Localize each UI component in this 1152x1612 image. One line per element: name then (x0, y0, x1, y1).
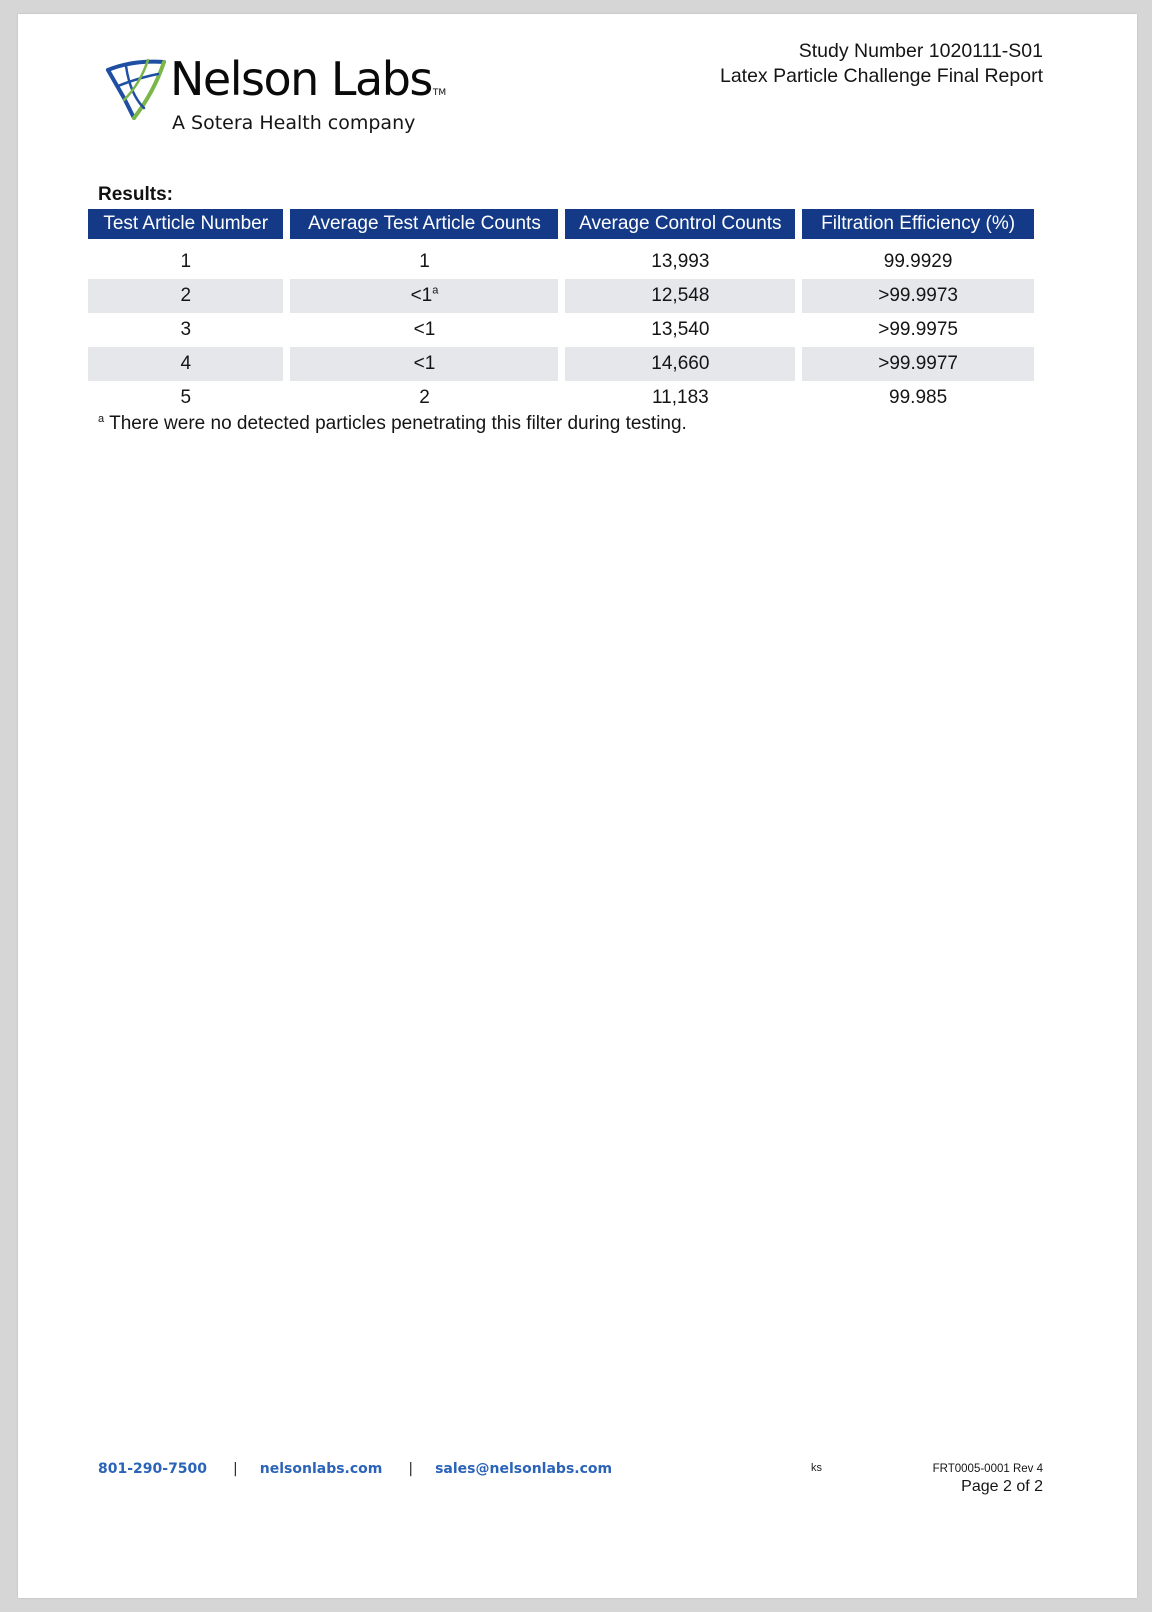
footer-email-link[interactable]: sales@nelsonlabs.com (435, 1461, 613, 1477)
footer-phone-link[interactable]: 801-290-7500 (98, 1461, 208, 1477)
average-test-article-counts (290, 245, 558, 279)
average-test-article-counts (290, 279, 558, 313)
footer-initials: ks (811, 1462, 822, 1474)
logo-tagline: A Sotera Health company (172, 112, 416, 134)
column-header: Average Control Counts (565, 209, 795, 245)
table-row (88, 381, 1034, 415)
report-title: Latex Particle Challenge Final Report (719, 65, 1043, 87)
column-header: Test Article Number (88, 209, 283, 245)
average-test-article-counts (290, 381, 558, 415)
table-row (88, 279, 1034, 313)
table-footnote (98, 413, 687, 435)
column-header: Filtration Efficiency (%) (802, 209, 1034, 245)
footer-website-link[interactable]: nelsonlabs.com (259, 1461, 383, 1477)
average-control-counts: 14,660 (565, 347, 795, 381)
footnote-reference: a (432, 284, 439, 297)
average-control-counts: 13,993 (651, 251, 710, 272)
study-number: Study Number 1020111-S01 (798, 40, 1043, 62)
test-count-value: 2 (419, 387, 430, 408)
test-count-value: <1 (413, 353, 436, 374)
footer-document-info (933, 1462, 1043, 1497)
filtration-efficiency: 99.9929 (883, 251, 953, 272)
table-row (88, 313, 1034, 347)
document-page (18, 14, 1137, 1598)
average-control-counts: 13,540 (651, 319, 710, 340)
footnote-marker: a (98, 412, 105, 425)
results-table (81, 209, 1041, 415)
footer-separator: | (233, 1461, 238, 1477)
footnote-text: There were no detected particles penetrating this filter during testing. (109, 413, 687, 434)
nelson-labs-logo-icon (104, 56, 168, 120)
form-number: FRT0005-0001 Rev 4 (932, 1463, 1043, 1475)
test-article-number: 3 (180, 319, 192, 340)
logo-trademark: TM (432, 88, 447, 98)
test-count-value: 1 (419, 251, 430, 272)
filtration-efficiency: >99.9973 (802, 279, 1034, 313)
test-article-number: 4 (88, 347, 283, 381)
test-article-number: 2 (88, 279, 283, 313)
average-test-article-counts (290, 313, 558, 347)
filtration-efficiency: 99.985 (889, 387, 948, 408)
average-test-article-counts (290, 347, 558, 381)
page-number: Page 2 of 2 (961, 1478, 1043, 1495)
column-header: Average Test Article Counts (290, 209, 558, 245)
footer-contact (98, 1461, 612, 1477)
filtration-efficiency: >99.9975 (878, 319, 958, 340)
footer-separator: | (408, 1461, 414, 1477)
average-control-counts: 12,548 (565, 279, 795, 313)
test-article-number: 1 (180, 251, 192, 272)
company-logo (104, 42, 447, 152)
logo-wordmark (170, 52, 447, 106)
test-count-value: <1 (413, 319, 436, 340)
table-row (88, 347, 1034, 381)
test-article-number: 5 (180, 387, 192, 408)
test-count-value: <1 (410, 285, 433, 306)
average-control-counts: 11,183 (652, 387, 709, 408)
filtration-efficiency: >99.9977 (802, 347, 1034, 381)
results-heading: Results: (98, 184, 173, 205)
table-header-row (88, 209, 1034, 245)
report-header (720, 39, 1043, 89)
table-row (88, 245, 1034, 279)
logo-name-text: Nelson Labs (170, 52, 432, 106)
